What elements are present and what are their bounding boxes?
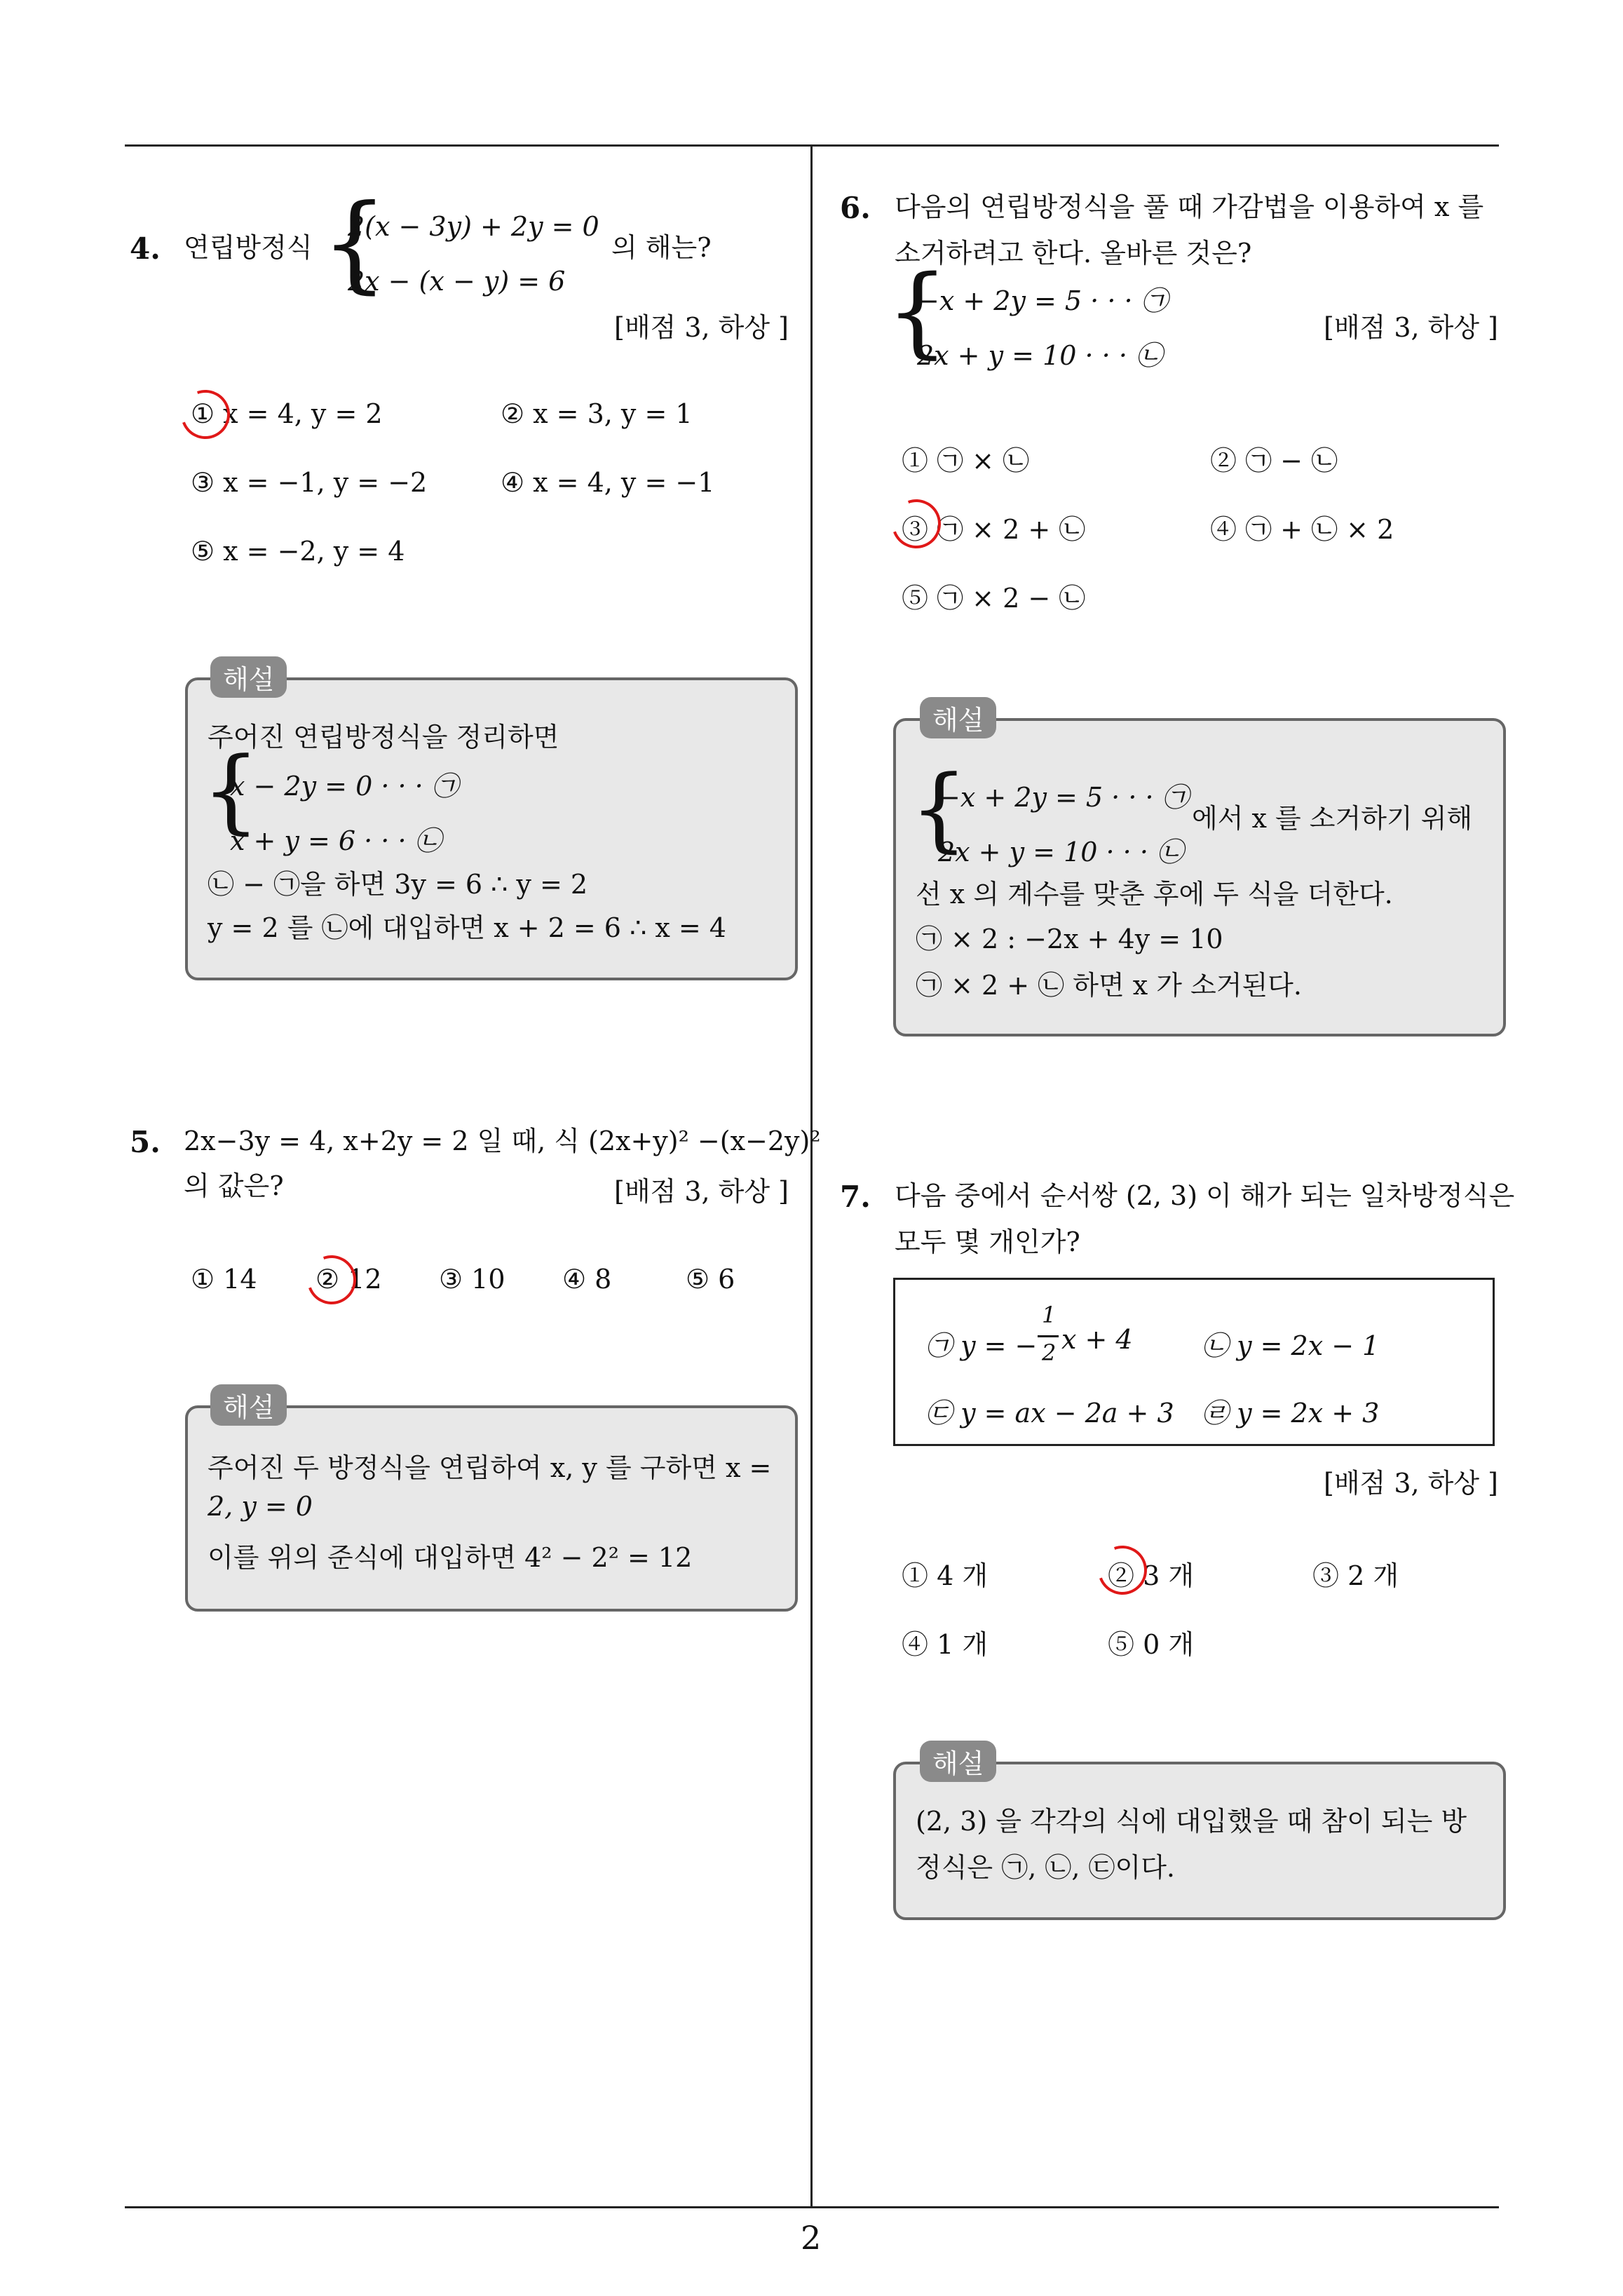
solution-line: 이를 위의 준식에 대입하면 4² − 2² = 12: [208, 1542, 693, 1573]
solution-tag: 해설: [920, 1741, 996, 1782]
equation-item-2: ㉡ y = 2x − 1: [1202, 1330, 1380, 1361]
solution-line: y = 2 를 ㉡에 대입하면 x + 2 = 6 ∴ x = 4: [208, 912, 726, 943]
choice-5[interactable]: ⑤ ㉠ × 2 − ㉡: [902, 583, 1086, 614]
solution-tag: 해설: [920, 697, 996, 738]
choice-3[interactable]: ③ x = −1, y = −2: [191, 467, 428, 498]
equation-2: 2x + y = 10 · · · ㉡: [917, 340, 1162, 371]
solution-line: 주어진 두 방정식을 연립하여 x, y 를 구하면 x =: [208, 1452, 772, 1483]
equation-1: −x + 2y = 5 · · · ㉠: [917, 285, 1168, 316]
question-suffix: 의 해는?: [611, 232, 712, 263]
choice-5[interactable]: ⑤ x = −2, y = 4: [191, 536, 405, 567]
solution-line: 정식은 ㉠, ㉡, ㉢이다.: [916, 1852, 1176, 1883]
equation-1: 2(x − 3y) + 2y = 0: [348, 211, 599, 242]
answer-mark: [883, 491, 949, 556]
choice-4[interactable]: ④ 8: [562, 1264, 612, 1295]
choice-5[interactable]: ⑤ 6: [686, 1264, 735, 1295]
question-number: 6.: [840, 191, 871, 225]
score-label: [배점 3, 하상 ]: [614, 1176, 789, 1207]
solution-line: 선 x 의 계수를 맞춘 후에 두 식을 더한다.: [916, 879, 1393, 910]
solution-line: (2, 3) 을 각각의 식에 대입했을 때 참이 되는 방: [916, 1806, 1467, 1837]
bottom-rule: [125, 2206, 1499, 2208]
answer-mark: [299, 1247, 364, 1312]
choice-2[interactable]: ② 12: [315, 1264, 382, 1295]
choice-1[interactable]: ① 4 개: [902, 1560, 989, 1591]
question-line-2: 소거하려고 한다. 올바른 것은?: [895, 238, 1252, 269]
score-label: [배점 3, 하상 ]: [614, 312, 789, 343]
solution-box: [893, 1762, 1506, 1920]
solution-line: x − 2y = 0 · · · ㉠: [230, 771, 459, 802]
score-label: [배점 3, 하상 ]: [1324, 1468, 1498, 1499]
choice-4[interactable]: ④ 1 개: [902, 1629, 989, 1660]
question-number: 7.: [840, 1180, 871, 1214]
solution-line: x + y = 6 · · · ㉡: [230, 825, 442, 856]
solution-brace: {: [202, 737, 260, 844]
choice-5[interactable]: ⑤ 0 개: [1108, 1629, 1195, 1660]
solution-tag: 해설: [210, 656, 287, 698]
equation-item-1-fraction-den: 2: [1042, 1339, 1057, 1366]
solution-eq-2: 2x + y = 10 · · · ㉡: [938, 837, 1183, 867]
choice-4[interactable]: ④ ㉠ + ㉡ × 2: [1210, 514, 1394, 545]
equation-item-3: ㉢ y = ax − 2a + 3: [925, 1398, 1174, 1429]
choice-2[interactable]: ② 3 개: [1108, 1560, 1195, 1591]
solution-line: ㉠ × 2 : −2x + 4y = 10: [916, 924, 1223, 954]
choice-1[interactable]: ① 14: [191, 1264, 257, 1295]
system-brace: {: [886, 255, 949, 369]
choice-1[interactable]: ① ㉠ × ㉡: [902, 445, 1030, 476]
choice-3[interactable]: ③ ㉠ × 2 + ㉡: [902, 514, 1086, 545]
choice-2[interactable]: ② x = 3, y = 1: [501, 398, 693, 429]
page-number: 2: [801, 2219, 822, 2257]
question-line-2: 의 값은?: [184, 1170, 284, 1201]
fraction-bar: [1038, 1335, 1059, 1337]
question-line-2: 모두 몇 개인가?: [895, 1227, 1080, 1257]
choice-1[interactable]: ① x = 4, y = 2: [191, 398, 383, 429]
answer-mark: [172, 381, 238, 447]
question-line-1: 2x−3y = 4, x+2y = 2 일 때, 식 (2x+y)² −(x−2y)²: [184, 1126, 821, 1156]
solution-line: ㉠ × 2 + ㉡ 하면 x 가 소거된다.: [916, 970, 1302, 1001]
choice-2[interactable]: ② ㉠ − ㉡: [1210, 445, 1338, 476]
question-number: 4.: [130, 231, 161, 266]
question-line-1: 다음 중에서 순서쌍 (2, 3) 이 해가 되는 일차방정식은: [895, 1180, 1515, 1211]
solution-line: 2, y = 0: [208, 1491, 313, 1522]
score-label: [배점 3, 하상 ]: [1324, 312, 1498, 343]
answer-mark: [1089, 1537, 1155, 1602]
solution-brace: {: [910, 755, 968, 862]
equation-item-1-right: x + 4: [1061, 1324, 1133, 1355]
choice-3[interactable]: ③ 10: [439, 1264, 505, 1295]
question-number: 5.: [130, 1125, 161, 1159]
question-line-1: 다음의 연립방정식을 풀 때 가감법을 이용하여 x 를: [895, 191, 1484, 222]
equation-item-1-left: ㉠ y = −: [925, 1330, 1038, 1361]
system-brace: {: [321, 182, 388, 304]
column-divider: [810, 144, 813, 2208]
equation-item-4: ㉣ y = 2x + 3: [1202, 1398, 1380, 1429]
solution-eq-1: −x + 2y = 5 · · · ㉠: [938, 782, 1189, 813]
choice-4[interactable]: ④ x = 4, y = −1: [501, 467, 715, 498]
equation-2: 2x − (x − y) = 6: [348, 266, 566, 297]
equation-item-1-fraction-num: 1: [1042, 1302, 1057, 1328]
solution-tag: 해설: [210, 1384, 287, 1426]
solution-after: 에서 x 를 소거하기 위해: [1192, 803, 1473, 834]
question-prefix: 연립방정식: [184, 232, 313, 263]
choice-3[interactable]: ③ 2 개: [1312, 1560, 1399, 1591]
solution-line: 주어진 연립방정식을 정리하면: [208, 722, 559, 752]
solution-line: ㉡ − ㉠을 하면 3y = 6 ∴ y = 2: [208, 869, 588, 900]
